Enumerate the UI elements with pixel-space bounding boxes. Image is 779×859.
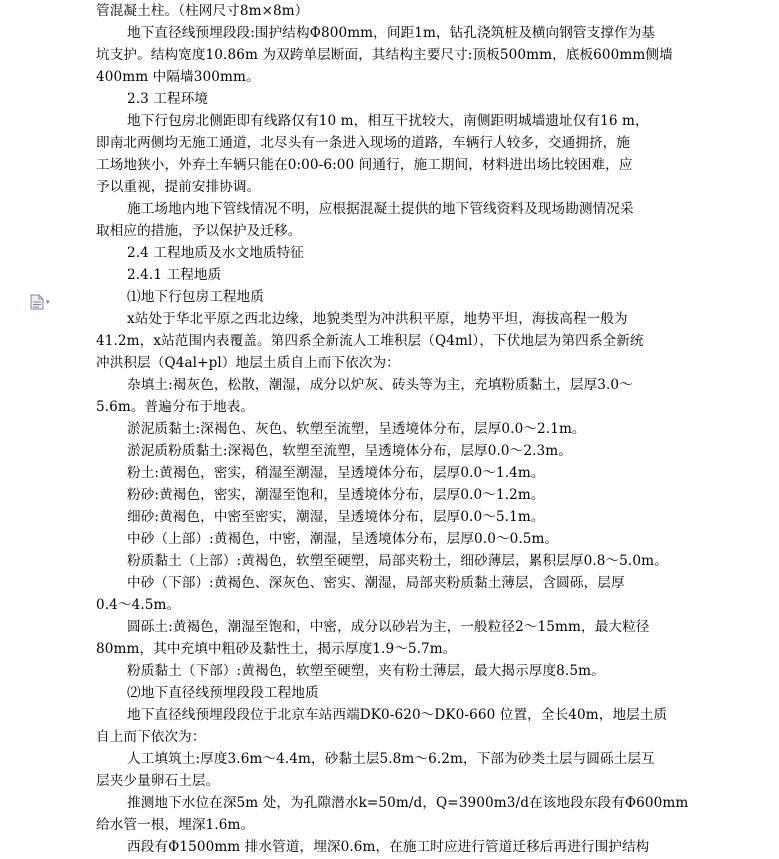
text-line: 予以重视，提前安排协调。 <box>96 179 261 195</box>
text-line: 坑支护。结构宽度10.86m 为双跨单层断面，其结构主要尺寸:顶板500mm，底板600mm侧墙 <box>96 47 673 63</box>
text-line: 淤泥质粉质黏土:深褐色，软塑至流塑，呈透境体分布，层厚0.0～2.3m。 <box>127 443 572 459</box>
subsection-heading: ⑵地下直径线预埋段段工程地质 <box>127 685 319 701</box>
section-heading: 2.4.1 工程地质 <box>127 267 222 283</box>
text-line: 即南北两侧均无施工通道，北尽头有一条进入现场的道路，车辆行人较多，交通拥挤，施 <box>96 135 631 151</box>
text-line: 取相应的措施，予以保护及迁移。 <box>96 223 302 239</box>
text-line: 杂填土:褐灰色，松散，潮湿，成分以炉灰、砖头等为主，充填粉质黏土，层厚3.0～ <box>127 377 633 393</box>
chevron-down-icon: ▾ <box>46 298 50 306</box>
text-line: 粉质黏土（上部）:黄褐色，软塑至硬塑，局部夹粉土，细砂薄层，累积层厚0.8～5.0m。 <box>127 553 668 569</box>
text-line: 41.2m，x站范围内表覆盖。第四系全新流人工堆积层（Q4ml），下伏地层为第四系全新统 <box>96 333 644 349</box>
text-line: 中砂（上部）:黄褐色，中密，潮湿，呈透境体分布，层厚0.0～0.5m。 <box>127 531 559 547</box>
text-line: x站处于华北平原之西北边缘，地貌类型为冲洪积平原，地势平坦，海拔高程一般为 <box>127 311 628 327</box>
text-line: 管混凝土柱。（柱网尺寸8m×8m） <box>96 3 309 19</box>
subsection-heading: ⑴地下行包房工程地质 <box>127 289 264 305</box>
text-line: 圆砾土:黄褐色，潮湿至饱和，中密，成分以砂岩为主，一般粒径2～15mm，最大粒径 <box>127 619 650 635</box>
text-line: 粉土:黄褐色，密实，稍湿至潮湿，呈透境体分布，层厚0.0～1.4m。 <box>127 465 545 481</box>
text-line: 5.6m。普遍分布于地表。 <box>96 399 255 415</box>
text-line: 推测地下水位在深5m 处，为孔隙潜水k=50m/d，Q=3900m3/d在该地段东段有Φ600mm <box>127 795 689 811</box>
text-line: 地下行包房北侧距即有线路仅有10 m，相互干扰较大，南侧距明城墙遗址仅有16 m， <box>127 113 649 129</box>
text-line: 80mm，其中充填中粗砂及黏性土，揭示厚度1.9～5.7m。 <box>96 641 457 657</box>
text-line: 人工填筑土:厚度3.6m～4.4m，砂黏土层5.8m～6.2m，下部为砂类土层与圆砾土层互 <box>127 751 655 767</box>
text-line: 细砂:黄褐色，中密至密实，潮湿，呈透境体分布，层厚0.0～5.1m。 <box>127 509 545 525</box>
document-icon <box>30 294 44 310</box>
text-line: 中砂（下部）:黄褐色、深灰色、密实、潮湿，局部夹粉质黏土薄层，含圆砾，层厚 <box>127 575 625 591</box>
text-line: 层夹少量卵石土层。 <box>96 773 220 789</box>
section-heading: 2.4 工程地质及水文地质特征 <box>127 245 304 261</box>
text-line: 地下直径线预埋段段:围护结构Φ800mm，间距1m，钻孔浇筑桩及横向钢管支撑作为基 <box>127 25 656 41</box>
text-line: 西段有Φ1500mm 排水管道，埋深0.6m，在施工时应进行管道迁移后再进行围护结构 <box>127 839 650 855</box>
text-line: 冲洪积层（Q4al+pl）地层土质自上而下依次为： <box>96 355 400 371</box>
document-menu-button[interactable] <box>30 293 58 311</box>
text-line: 400mm 中隔墙300mm。 <box>96 69 260 85</box>
text-line: 自上而下依次为： <box>96 729 206 745</box>
section-heading: 2.3 工程环境 <box>127 91 209 107</box>
text-line: 地下直径线预埋段段位于北京车站西端DK0-620～DK0-660 位置，全长40m，地层土质 <box>127 707 668 723</box>
text-line: 粉质黏土（下部）:黄褐色，软塑至硬塑，夹有粉土薄层，最大揭示厚度8.5m。 <box>127 663 605 679</box>
text-line: 施工场地内地下管线情况不明，应根据混凝土提供的地下管线资料及现场勘测情况采 <box>127 201 634 217</box>
text-line: 淤泥质黏土:深褐色、灰色、软塑至流塑，呈透境体分布，层厚0.0～2.1m。 <box>127 421 586 437</box>
text-line: 工场地狭小，外弃土车辆只能在0:00-6:00 间通行，施工期间，材料进出场比较困难，应 <box>96 157 633 173</box>
text-line: 粉砂:黄褐色，密实，潮湿至饱和，呈透境体分布，层厚0.0～1.2m。 <box>127 487 545 503</box>
text-line: 0.4～4.5m。 <box>96 597 181 613</box>
text-line: 给水管一根，埋深1.6m。 <box>96 817 255 833</box>
